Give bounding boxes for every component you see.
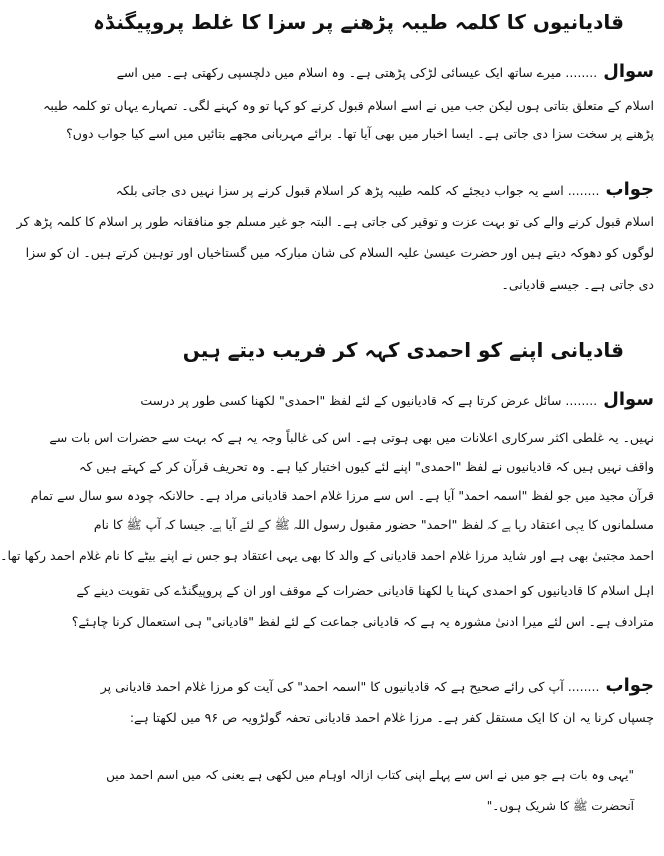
paragraph-line: قرآن مجید میں جو لفظ "اسمہ احمد" آیا ہے۔ اس سے مرزا غلام احمد قادیانی مراد ہے۔ حالانکہ چودہ سو سال سے تمام xyxy=(30,488,654,503)
dots: ........ xyxy=(565,393,598,408)
paragraph-line: چسپاں کرنا یہ ان کا ایک مستقل کفر ہے۔ مرزا غلام احمد قادیانی تحفہ گولڑویہ ص ۹۶ میں لکھتا ہے: xyxy=(129,710,654,725)
dots: ........ xyxy=(567,183,600,198)
paragraph-line: احمد مجتبیٰ بھی ہے اور شاید مرزا غلام احمد قادیانی کے والد کا بھی یہی اعتقاد ہو جس نے اپنے بیٹے کا نام غلام احمد رکھا تھا۔ xyxy=(0,548,654,563)
paragraph-line: پڑھنے پر سخت سزا دی جاتی ہے۔ ایسا اخبار میں بھی آیا تھا۔ برائے مہربانی مجھے بتائیں میں اسے کیا جواب دوں؟ xyxy=(66,126,654,141)
quoted-text-line: "یہی وہ بات ہے جو میں نے اس سے پہلے اپنی کتاب ازالہ اوہام میں لکھی ہے یعنی کہ میں اسم احمد میں xyxy=(106,768,634,782)
dots: ........ xyxy=(567,679,600,694)
answer-text: آپ کی رائے صحیح ہے کہ قادیانیوں کا "اسمہ احمد" کی آیت کو مرزا غلام احمد قادیانی پر xyxy=(100,679,564,694)
paragraph-line: اہل اسلام کا قادیانیوں کو احمدی کہنا یا لکھنا قادیانی حضرات کے موقف اور ان کے پروپیگنڈے کی تقویت دینے کے xyxy=(76,583,654,598)
paragraph-line: نہیں۔ یہ غلطی اکثر سرکاری اعلانات میں بھی ہوتی ہے۔ اس کی غالباً وجہ یہ ہے کہ بہت سے حضرات اس بات سے xyxy=(49,430,654,445)
answer-line xyxy=(88,676,654,697)
paragraph-line: لوگوں کو دھوکہ دیتے ہیں اور حضرت عیسیٰ علیہ السلام کی شان مبارکہ میں گستاخیاں اور توہین کرتے ہیں۔ ان کو سزا xyxy=(25,245,654,260)
section-heading-kalima: قادیانیوں کا کلمہ طیبہ پڑھنے پر سزا کا غلط پروپیگنڈہ xyxy=(93,10,624,34)
paragraph-line: واقف نہیں ہیں کہ قادیانیوں نے لفظ "احمدی" اپنے لئے کیوں اختیار کیا ہے۔ وہ تحریف قرآن کر کے کہتے ہیں کہ xyxy=(79,459,654,474)
quoted-text-line: آنحضرت ﷺ کا شریک ہوں۔" xyxy=(486,799,634,813)
paragraph-line: مسلمانوں کا یہی اعتقاد رہا ہے کہ لفظ "احمد" حضور مقبول رسول اللہ ﷺ کے لئے آیا ہے۔ جیسا کہ آپ ﷺ کا نام xyxy=(93,517,654,532)
answer-line xyxy=(88,180,654,201)
question-label: سوال xyxy=(603,61,654,82)
paragraph-line: مترادف ہے۔ اس لئے میرا ادنیٰ مشورہ یہ ہے کہ قادیانی جماعت کے لئے لفظ "قادیانی" ہی استعمال کرنا چاہئے؟ xyxy=(71,614,654,629)
answer-label: جواب xyxy=(605,675,654,696)
section-heading-ahmadi: قادیانی اپنے کو احمدی کہہ کر فریب دیتے ہیں xyxy=(182,338,624,362)
answer-text: اسے یہ جواب دیجئے کہ کلمہ طیبہ پڑھ کر اسلام قبول کرنے پر سزا نہیں دی جاتی بلکہ xyxy=(115,183,564,198)
question-line xyxy=(88,390,654,411)
paragraph-line: اسلام قبول کرنے والے کی تو بہت عزت و توقیر کی جاتی ہے۔ البتہ جو غیر مسلم جو منافقانہ طور پر اسلام کا کلمہ پڑھ کر xyxy=(16,214,654,229)
question-line xyxy=(88,62,654,83)
question-text: میرے ساتھ ایک عیسائی لڑکی پڑھتی ہے۔ وہ اسلام میں دلچسپی رکھتی ہے۔ میں اسے xyxy=(116,65,562,80)
answer-label: جواب xyxy=(605,179,654,200)
question-text: سائل عرض کرتا ہے کہ قادیانیوں کے لئے لفظ "احمدی" لکھنا کسی طور پر درست xyxy=(140,393,562,408)
question-label: سوال xyxy=(603,389,654,410)
paragraph-line: اسلام کے متعلق بتاتی ہوں لیکن جب میں نے اسے اسلام قبول کرنے کو کہا تو وہ کہنے لگی۔ تمہارے یہاں تو کلمہ طیبہ xyxy=(43,98,654,113)
paragraph-line: دی جاتی ہے۔ جیسے قادیانی۔ xyxy=(501,277,654,292)
dots: ........ xyxy=(565,65,598,80)
